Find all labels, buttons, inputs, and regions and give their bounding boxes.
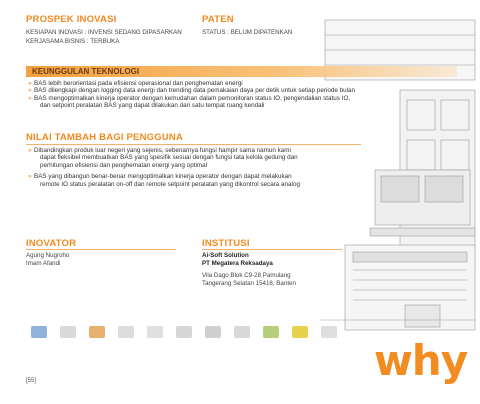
thumbnail-item[interactable]	[26, 326, 52, 346]
thumbnail-image	[89, 326, 105, 338]
thumbnail-image	[321, 326, 337, 338]
thumbnail-item[interactable]	[113, 326, 139, 346]
thumbnail-image	[31, 326, 47, 338]
why-heading: why	[374, 336, 468, 385]
thumbnail-item[interactable]	[258, 326, 284, 346]
nilai-item-continued: perhitungan efisiensi dan penghematan energi yang optimal	[40, 161, 207, 169]
nilai-divider	[26, 144, 361, 145]
keunggulan-item: » BAS mengoptimalkan kinerja operator dengan kemudahan dalam pemonitoran status IO, pengendalian status IO,	[28, 95, 448, 102]
nilai-item-continued: remote IO status peralatan on-off dan remote setpoint peralatan yang dikontrol secara analog	[40, 180, 300, 188]
keunggulan-item: » BAS dilengkapi dengan logging data energi dan trending data pemakaian daya per detik untuk setiap periode bulan	[28, 87, 448, 94]
thumbnail-item[interactable]	[316, 326, 342, 346]
inovator-divider	[26, 249, 176, 250]
institusi-org: Ai-Soft Solution	[202, 252, 249, 259]
thumbnail-image	[234, 326, 250, 338]
institusi-org: PT Megatera Reksadaya	[202, 260, 273, 267]
keunggulan-title: KEUNGGULAN TEKNOLOGI	[32, 67, 140, 76]
prospek-title: PROSPEK INOVASI	[26, 14, 117, 25]
nilai-list	[28, 147, 368, 188]
nilai-item: » BAS yang dibangun benar-benar mengoptimalkan kinerja operator dengan dapat melakukan	[28, 173, 368, 180]
thumbnail-item[interactable]	[287, 326, 313, 346]
thumbnail-image	[118, 326, 134, 338]
nilai-item: » Dibandingkan produk luar negeri yang sejenis, sebenarnya fungsi hampir sama namun kami	[28, 147, 368, 154]
thumbnail-strip	[26, 326, 356, 354]
thumbnail-image	[292, 326, 308, 338]
paten-status: STATUS : BELUM DIPATENKAN	[202, 29, 293, 36]
thumbnail-image	[60, 326, 76, 338]
paten-title: PATEN	[202, 14, 234, 25]
keunggulan-header-band	[26, 66, 457, 77]
prospek-kesiapan: KESIAPAN INOVASI : INVENSI SEDANG DIPASARKAN	[26, 29, 182, 36]
thumbnail-image	[147, 326, 163, 338]
institusi-title: INSTITUSI	[202, 238, 250, 249]
keunggulan-item: » BAS lebih berorientasi pada efisiensi operasional dan penghematan energi	[28, 80, 448, 87]
keunggulan-list	[28, 80, 448, 110]
institusi-divider	[202, 249, 342, 250]
prospek-kerjasama: KERJASAMA BISNIS : TERBUKA	[26, 38, 120, 45]
nilai-title: NILAI TAMBAH BAGI PENGGUNA	[26, 132, 184, 143]
thumbnail-item[interactable]	[55, 326, 81, 346]
thumbnail-item[interactable]	[142, 326, 168, 346]
thumbnail-item[interactable]	[200, 326, 226, 346]
thumbnail-image	[176, 326, 192, 338]
inovator-name: Agung Nugroho	[26, 252, 70, 259]
thumbnail-image	[205, 326, 221, 338]
inovator-name: Imam Afandi	[26, 260, 61, 267]
institusi-address: Tangerang Selatan 15416, Banten	[202, 280, 296, 287]
keunggulan-item-continued: dan setpoint peralatan BAS yang dapat dilakukan dari satu tempat ruang kendali	[40, 102, 265, 110]
thumbnail-image	[263, 326, 279, 338]
thumbnail-item[interactable]	[229, 326, 255, 346]
page-number: [55]	[26, 378, 37, 384]
institusi-address: Vila Dago Blok C9-28 Pamulang	[202, 272, 291, 279]
inovator-title: INOVATOR	[26, 238, 77, 249]
thumbnail-item[interactable]	[171, 326, 197, 346]
thumbnail-item[interactable]	[84, 326, 110, 346]
nilai-item-continued: dapat fleksibel membuatkan BAS yang spesifik sesuai dengan fungsi tata kelola gedung dan	[40, 154, 298, 162]
